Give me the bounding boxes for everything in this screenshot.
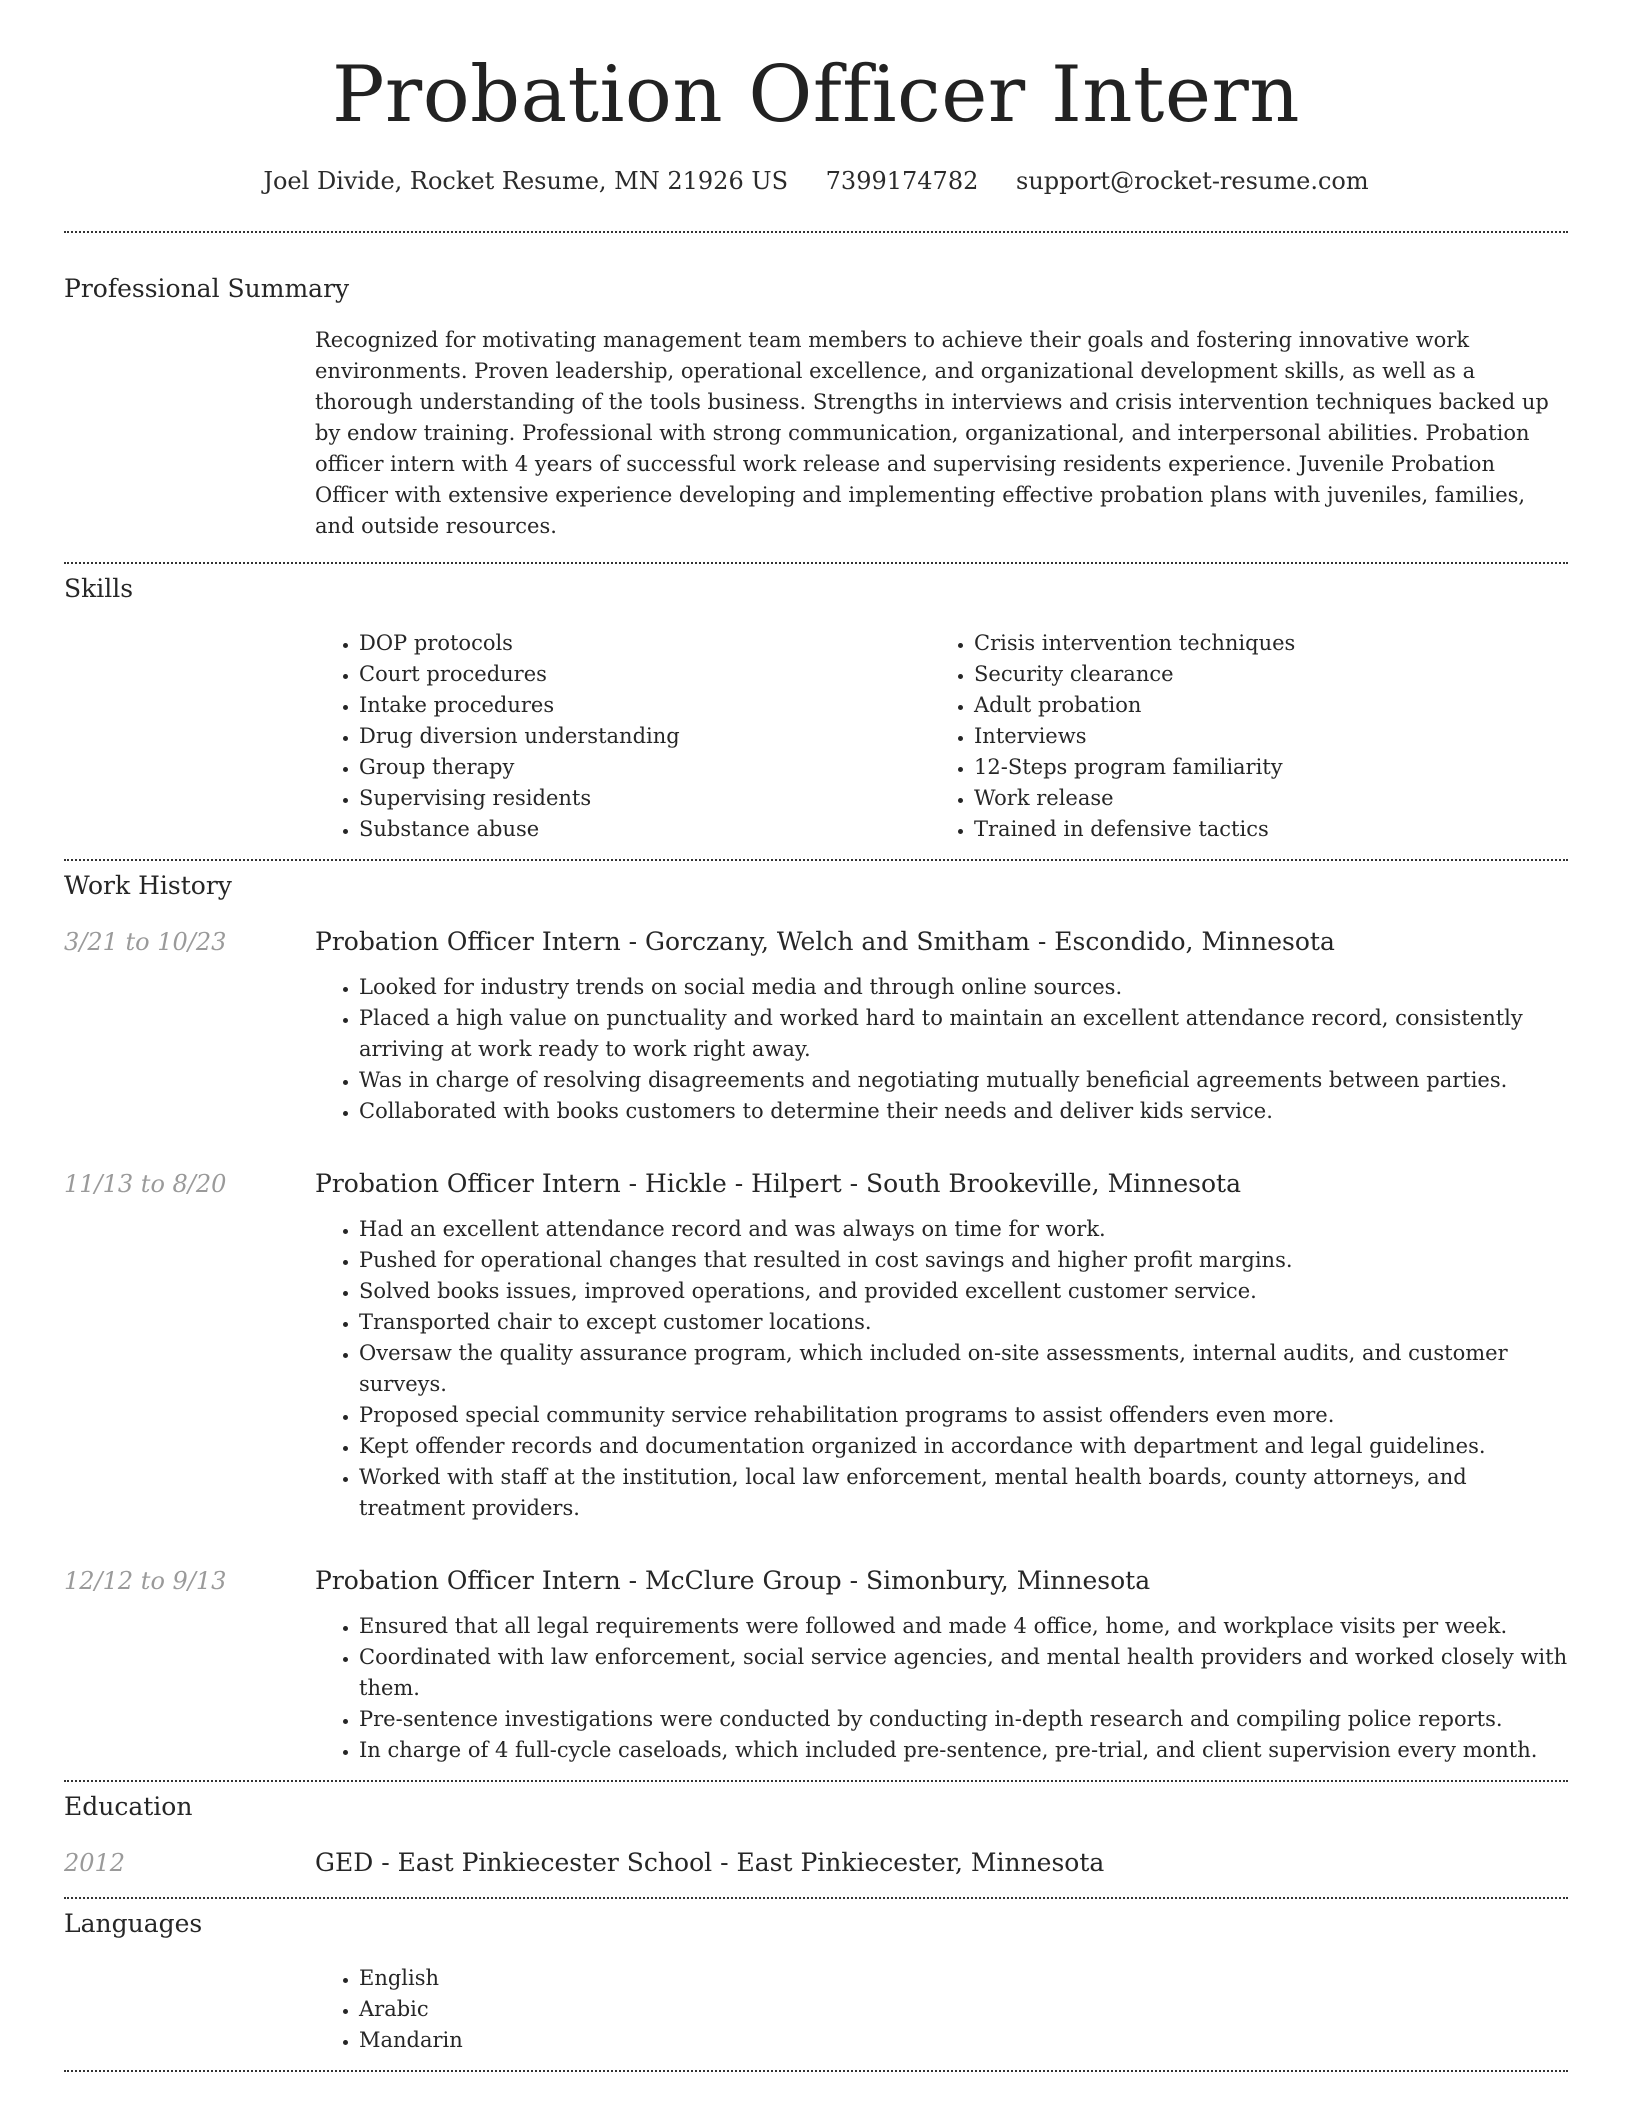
job-bullet: • In charge of 4 full-cycle caseloads, which included pre-sentence, pre-trial, and client supervision every month. [359, 1735, 1568, 1766]
languages-list [315, 1963, 1568, 2056]
skill-item: • Crisis intervention techniques [974, 628, 1545, 659]
skill-item: • 12-Steps program familiarity [974, 752, 1545, 783]
divider [64, 1897, 1568, 1899]
languages-heading: Languages [64, 1909, 203, 1939]
job-bullet: • Looked for industry trends on social media and through online sources. [359, 972, 1568, 1003]
divider [64, 1780, 1568, 1782]
work-history-heading: Work History [64, 871, 232, 901]
skills-column-left [315, 628, 930, 845]
languages-section [64, 1909, 1568, 2056]
contact-line [64, 167, 1568, 195]
summary-text: Recognized for motivating management team members to achieve their goals and fostering innovative work environments. Proven leadership, operational excellence, and organizational development skills, as well as a thorough understanding of the tools business. Strengths in interviews and crisis intervention techniques backed up by endow training. Professional with strong communication, organizational, and interpersonal abilities. Probation officer intern with 4 years of successful work release and supervising residents experience. Juvenile Probation Officer with extensive experience developing and implementing effective probation plans with juveniles, families, and outside resources. [315, 328, 1549, 539]
job-bullets [315, 972, 1568, 1127]
job-bullet: • Pre-sentence investigations were conducted by conducting in-depth research and compiling police reports. [359, 1704, 1568, 1735]
skills-list [315, 628, 1568, 845]
job-bullet: • Was in charge of resolving disagreements and negotiating mutually beneficial agreements between parties. [359, 1065, 1568, 1096]
skills-heading: Skills [64, 574, 134, 604]
summary-heading: Professional Summary [64, 274, 350, 304]
language-item: • Mandarin [359, 2025, 1568, 2056]
job-title: Probation Officer Intern - Hickle - Hilpert - South Brookeville, Minnesota [315, 1169, 1242, 1199]
skill-item: • Interviews [974, 721, 1545, 752]
divider [64, 2070, 1568, 2072]
work-history-section [64, 871, 1568, 1766]
job-title: Probation Officer Intern - McClure Group - Simonbury, Minnesota [315, 1566, 1151, 1596]
job-bullet: • Transported chair to except customer locations. [359, 1307, 1568, 1338]
education-section [64, 1792, 1568, 1877]
job-bullet: • Ensured that all legal requirements were followed and made 4 office, home, and workplace visits per week. [359, 1611, 1568, 1642]
skill-item: • Security clearance [974, 659, 1545, 690]
job-bullet: • Worked with staff at the institution, local law enforcement, mental health boards, county attorneys, and treatment providers. [359, 1462, 1568, 1524]
contact-address: Joel Divide, Rocket Resume, MN 21926 US [263, 167, 789, 196]
summary-section [64, 274, 1568, 542]
skill-item: • Group therapy [359, 752, 930, 783]
job-title: Probation Officer Intern - Gorczany, Welch and Smitham - Escondido, Minnesota [315, 927, 1335, 957]
job-bullet: • Kept offender records and documentation organized in accordance with department and legal guidelines. [359, 1431, 1568, 1462]
education-year: 2012 [64, 1849, 126, 1878]
divider [64, 859, 1568, 861]
skill-item: • DOP protocols [359, 628, 930, 659]
skills-column-right [930, 628, 1545, 845]
job-bullet: • Coordinated with law enforcement, social service agencies, and mental health providers and worked closely with them. [359, 1642, 1568, 1704]
contact-phone: 7399174782 [825, 167, 979, 196]
job-entry [64, 1566, 1568, 1766]
resume-title: Probation Officer Intern [331, 50, 1301, 140]
education-degree: GED - East Pinkiecester School - East Pinkiecester, Minnesota [315, 1848, 1105, 1878]
contact-email: support@rocket-resume.com [1016, 167, 1369, 196]
job-dates: 12/12 to 9/13 [64, 1567, 227, 1596]
language-item: • English [359, 1963, 1568, 1994]
job-bullet: • Solved books issues, improved operations, and provided excellent customer service. [359, 1276, 1568, 1307]
job-bullet: • Oversaw the quality assurance program, which included on-site assessments, internal audits, and customer surveys. [359, 1338, 1568, 1400]
education-entry [64, 1848, 1568, 1877]
skill-item: • Adult probation [974, 690, 1545, 721]
job-bullet: • Placed a high value on punctuality and worked hard to maintain an excellent attendance record, consistently arriving at work ready to work right away. [359, 1003, 1568, 1065]
skill-item: • Work release [974, 783, 1545, 814]
skill-item: • Substance abuse [359, 814, 930, 845]
job-entry [64, 1169, 1568, 1524]
job-dates: 3/21 to 10/23 [64, 928, 227, 957]
skill-item: • Drug diversion understanding [359, 721, 930, 752]
divider [64, 231, 1568, 233]
skill-item: • Trained in defensive tactics [974, 814, 1545, 845]
job-dates: 11/13 to 8/20 [64, 1170, 227, 1199]
job-entry [64, 927, 1568, 1127]
language-item: • Arabic [359, 1994, 1568, 2025]
job-bullet: • Pushed for operational changes that resulted in cost savings and higher profit margins. [359, 1245, 1568, 1276]
divider [64, 562, 1568, 564]
skill-item: • Court procedures [359, 659, 930, 690]
education-heading: Education [64, 1792, 193, 1822]
skills-section [64, 574, 1568, 845]
job-bullets [315, 1611, 1568, 1766]
job-bullet: • Had an excellent attendance record and was always on time for work. [359, 1214, 1568, 1245]
job-bullets [315, 1214, 1568, 1524]
skill-item: • Intake procedures [359, 690, 930, 721]
job-bullet: • Proposed special community service rehabilitation programs to assist offenders even more. [359, 1400, 1568, 1431]
skill-item: • Supervising residents [359, 783, 930, 814]
job-bullet: • Collaborated with books customers to determine their needs and deliver kids service. [359, 1096, 1568, 1127]
